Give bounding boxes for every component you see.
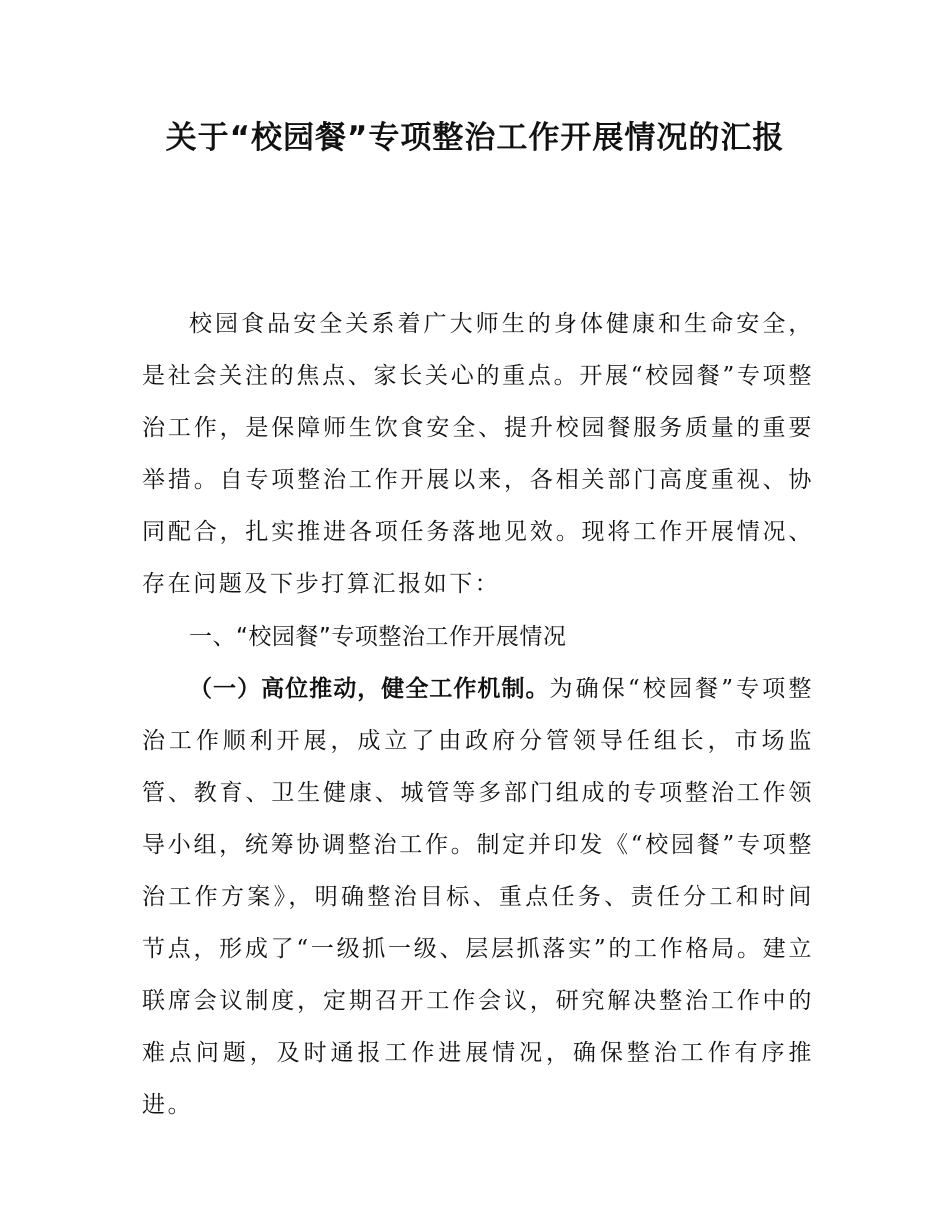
document-title: 关于“校园餐”专项整治工作开展情况的汇报 bbox=[165, 120, 785, 156]
intro-paragraph: 校园食品安全关系着广大师生的身体健康和生命安全，是社会关注的焦点、家长关心的重点。开展“校园餐”专项整治工作，是保障师生饮食安全、提升校园餐服务质量的重要举措。自专项整治工作开展以来，各相关部门高度重视、协同配合，扎实推进各项任务落地见效。现将工作开展情况、存在问题及下步打算汇报如下： bbox=[142, 311, 814, 597]
subsection-lead: （一）高位推动，健全工作机制。 bbox=[189, 676, 550, 702]
subsection-body: 为确保“校园餐”专项整治工作顺利开展，成立了由政府分管领导任组长，市场监管、教育、卫生健康、城管等多部门组成的专项整治工作领导小组，统筹协调整治工作。制定并印发《“校园餐”专项整治工作方案》，明确整治目标、重点任务、责任分工和时间节点，形成了“一级抓一级、层层抓落实”的工作格局。建立联席会议制度，定期召开工作会议，研究解决整治工作中的难点问题，及时通报工作进展情况，确保整治工作有序推进。 bbox=[142, 676, 814, 1118]
section-heading: 一、“校园餐”专项整治工作开展情况 bbox=[189, 624, 567, 650]
subsection-paragraph bbox=[142, 663, 814, 1131]
